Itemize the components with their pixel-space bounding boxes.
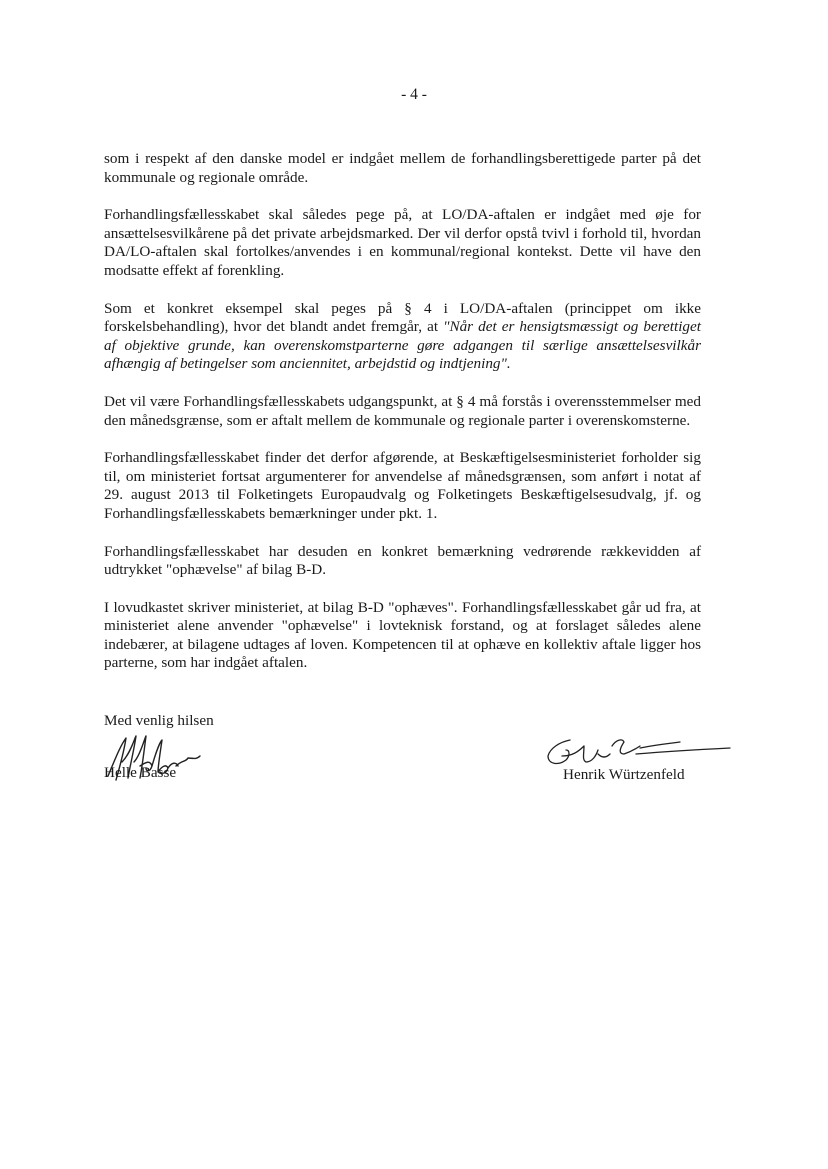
signatory-name-left: Helle Basse (104, 764, 177, 781)
paragraph-1: som i respekt af den danske model er indgået mellem de forhandlingsberettigede parter på det kommunale og regionale område. (104, 150, 701, 186)
paragraph-2: Forhandlingsfællesskabet skal således pege på, at LO/DA-aftalen er indgået med øje for ansættelsesvilkårene på det private arbejdsmarked. Der vil derfor opstå tvivl i forhold til, hvordan DA/LO-aftalen skal fortolkes/anvendes i en kommunal/regional kontekst. Dette vil have den modsatte effekt af forenkling. (104, 206, 701, 279)
closing-salutation: Med venlig hilsen (104, 712, 214, 729)
paragraph-3 (104, 300, 701, 374)
page-number: - 4 - (401, 86, 427, 103)
signatory-name-right: Henrik Würtzenfeld (563, 766, 685, 783)
paragraph-4: Det vil være Forhandlingsfællesskabets udgangspunkt, at § 4 må forstås i overensstemmelser med den månedsgrænse, som er aftalt mellem de kommunale og regionale parter i overenskomsterne. (104, 392, 701, 429)
paragraph-3-quote: "Når det er hensigtsmæssigt og berettiget af objektive grunde, kan overenskomstparterne gøre adgangen til særlige ansættelsesvilkår afhængig af betingelser som anciennitet, arbejdstid og indtjening". (104, 318, 701, 373)
paragraph-5: Forhandlingsfællesskabet finder det derfor afgørende, at Beskæftigelsesministeriet forholder sig til, om ministeriet fortsat argumenterer for anvendelse af månedsgrænsen, som anført i notat af 29. august 2013 til Folketingets Europaudvalg og Folketingets Beskæftigelsesudvalg, jf. og Forhandlingsfællesskabets bemærkninger under pkt. 1. (104, 449, 701, 522)
paragraph-6: Forhandlingsfællesskabet har desuden en konkret bemærkning vedrørende rækkevidden af udtrykket "ophævelse" af bilag B-D. (104, 542, 701, 579)
letter-body (104, 150, 701, 692)
paragraph-3-intro: Som et konkret eksempel skal peges på § 4 i LO/DA-aftalen (princippet om ikke forskelsbehandling), hvor det blandt andet fremgår, at (104, 299, 701, 336)
paragraph-7: I lovudkastet skriver ministeriet, at bilag B-D "ophæves". Forhandlingsfællesskabet går ud fra, at ministeriet alene anvender "ophævelse" i lovteknisk forstand, og at forslaget således alene indebærer, at bilagene udtages af loven. Kompetencen til at ophæve en kollektiv aftale ligger hos parterne, som har indgået aftalen. (104, 598, 701, 672)
signature-left (100, 732, 210, 792)
